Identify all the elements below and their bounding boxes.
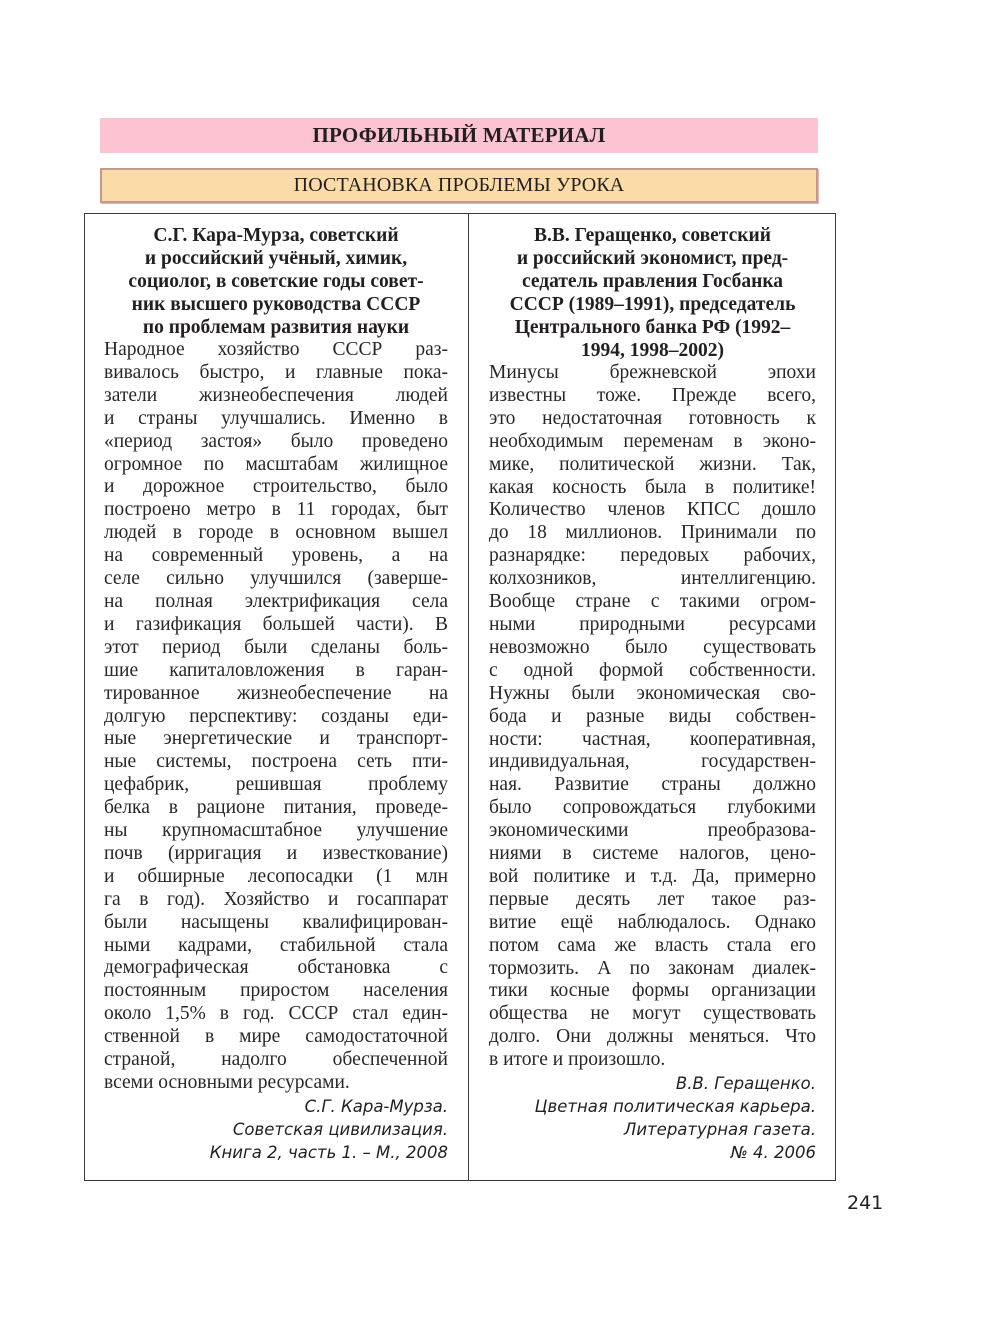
text-line: и российский экономист, пред- <box>516 248 789 269</box>
text-line: ными природными ресурсами <box>489 613 816 635</box>
section-banner-lesson-problem <box>100 168 818 203</box>
text-line: Центрального банка РФ (1992– <box>514 317 791 338</box>
text-line: селе сильно улучшился (заверше- <box>104 568 448 590</box>
text-line: и страны улучшались. Именно в <box>104 407 448 429</box>
section-banner-profile-material <box>100 118 818 153</box>
text-line: вивалось быстро, и главные пока- <box>104 361 448 383</box>
text-line: Нужны были экономическая сво- <box>489 682 816 704</box>
text-line: С.Г. Кара-Мурза. <box>304 1096 448 1116</box>
text-line: это недостаточная готовность к <box>489 407 816 429</box>
text-line: мике, политической жизни. Так, <box>489 453 816 475</box>
text-line: в итоге и произошло. <box>489 1049 666 1071</box>
text-line: ственной в мире самодостаточной <box>104 1026 448 1048</box>
text-line: Советская цивилизация. <box>232 1119 448 1139</box>
text-line: ности: частная, кооперативная, <box>489 728 816 750</box>
text-line: на полная электрификация села <box>104 590 448 612</box>
text-line: постоянным приростом населения <box>104 980 448 1002</box>
text-line: витие ещё наблюдалось. Однако <box>489 911 816 933</box>
text-line: огромное по масштабам жилищное <box>104 453 448 475</box>
quote-author-heading <box>489 224 816 362</box>
text-line: до 18 миллионов. Принимали по <box>489 522 816 544</box>
text-line: невозможно было существовать <box>489 636 816 658</box>
text-line: 1994, 1998–2002) <box>581 340 724 361</box>
text-line: Количество членов КПСС дошло <box>489 499 816 521</box>
text-line: цефабрик, решившая проблему <box>104 774 448 796</box>
text-line: какая косность была в политике! <box>489 476 816 498</box>
text-line: и обширные лесопосадки (1 млн <box>104 865 448 887</box>
text-line: с одной формой собственности. <box>489 659 816 681</box>
quote-attribution <box>104 1095 448 1164</box>
text-line: ны крупномасштабное улучшение <box>104 820 448 842</box>
text-line: Книга 2, часть 1. – М., 2008 <box>209 1142 448 1162</box>
text-line: ные энергетические и транспорт- <box>104 728 448 750</box>
text-line: были насыщены квалифицирован- <box>104 911 448 933</box>
text-line: ная. Развитие страны должно <box>489 774 816 796</box>
text-line: почв (ирригация и известкование) <box>104 842 448 864</box>
text-line: на современный уровень, а на <box>104 545 448 567</box>
page-number: 241 <box>847 1192 884 1214</box>
text-line: страной, надолго обеспеченной <box>104 1049 448 1071</box>
text-line: общества не могут существовать <box>489 1003 816 1025</box>
text-line: ниями в системе налогов, цено- <box>489 843 816 865</box>
text-line: построено метро в 11 городах, быт <box>104 499 448 521</box>
text-line: ные системы, построена сеть пти- <box>104 751 448 773</box>
text-line: затели жизнеобеспечения людей <box>104 384 448 406</box>
text-line: потом сама же власть стала его <box>489 934 816 956</box>
text-line: разнарядке: передовых рабочих, <box>489 545 816 567</box>
text-line: шие капиталовложения в гаран- <box>104 659 448 681</box>
quote-column-gerashchenko <box>469 214 835 1180</box>
text-line: людей в городе в основном вышел <box>104 522 448 544</box>
text-line: С.Г. Кара-Мурза, советский <box>153 225 399 246</box>
text-line: около 1,5% в год. СССР стал един- <box>104 1003 448 1025</box>
text-line: «период застоя» было проведено <box>104 430 448 452</box>
text-line: бода и разные виды собствен- <box>489 705 816 727</box>
text-line: тики косные формы организации <box>489 980 816 1002</box>
text-line: Литературная газета. <box>623 1120 816 1140</box>
text-line: всеми основными ресурсами. <box>104 1072 350 1093</box>
section-title: ПРОФИЛЬНЫЙ МАТЕРИАЛ <box>312 123 606 147</box>
subsection-title: ПОСТАНОВКА ПРОБЛЕМЫ УРОКА <box>293 174 625 196</box>
text-line: долгую перспективу: созданы еди- <box>104 705 448 727</box>
text-line: необходимым переменам в эконо- <box>489 430 816 452</box>
text-line: Цветная политическая карьера. <box>534 1097 816 1117</box>
text-line: вой политике и т.д. Да, примерно <box>489 865 816 887</box>
text-line: экономическими преобразова- <box>489 820 816 842</box>
text-line: первые десять лет такое раз- <box>489 888 816 910</box>
text-line: и газификация большей части). В <box>104 613 448 635</box>
text-line: тормозить. А по законам диалек- <box>489 957 816 979</box>
text-line: известны тоже. Прежде всего, <box>489 384 816 406</box>
text-line: га в год). Хозяйство и госаппарат <box>104 888 448 910</box>
quote-column-kara-murza <box>85 214 469 1180</box>
text-line: колхозников, интеллигенцию. <box>489 568 816 590</box>
text-line: белка в рационе питания, проведе- <box>104 797 448 819</box>
quotes-table <box>84 213 836 1181</box>
text-line: В.В. Геращенко, советский <box>534 225 771 246</box>
text-line: этот период были сделаны боль- <box>104 636 448 658</box>
text-line: седатель правления Госбанка <box>521 271 784 292</box>
text-line: № 4. 2006 <box>730 1143 816 1163</box>
text-line: Минусы брежневской эпохи <box>489 362 816 383</box>
text-line: и дорожное строительство, было <box>104 476 448 498</box>
text-line: Вообще стране с такими огром- <box>489 591 816 613</box>
quote-text <box>489 362 816 1072</box>
text-line: было сопровождаться глубокими <box>489 797 816 819</box>
text-line: и российский учёный, химик, <box>144 248 408 269</box>
text-line: демографическая обстановка с <box>104 957 448 979</box>
text-line: СССР (1989–1991), председатель <box>509 294 796 315</box>
text-line: ник высшего руководства СССР <box>131 294 421 315</box>
text-line: ными кадрами, стабильной стала <box>104 934 448 956</box>
text-line: Народное хозяйство СССР раз- <box>104 339 448 360</box>
text-line: долго. Они должны меняться. Что <box>489 1026 816 1048</box>
quote-text <box>104 339 448 1095</box>
text-line: В.В. Геращенко. <box>675 1074 816 1094</box>
quote-author-heading <box>104 224 448 339</box>
quote-attribution <box>489 1072 816 1164</box>
text-line: индивидуальная, государствен- <box>489 751 816 773</box>
text-line: по проблемам развития науки <box>142 317 410 338</box>
text-line: тированное жизнеобеспечение на <box>104 682 448 704</box>
text-line: социолог, в советские годы совет- <box>128 271 424 292</box>
